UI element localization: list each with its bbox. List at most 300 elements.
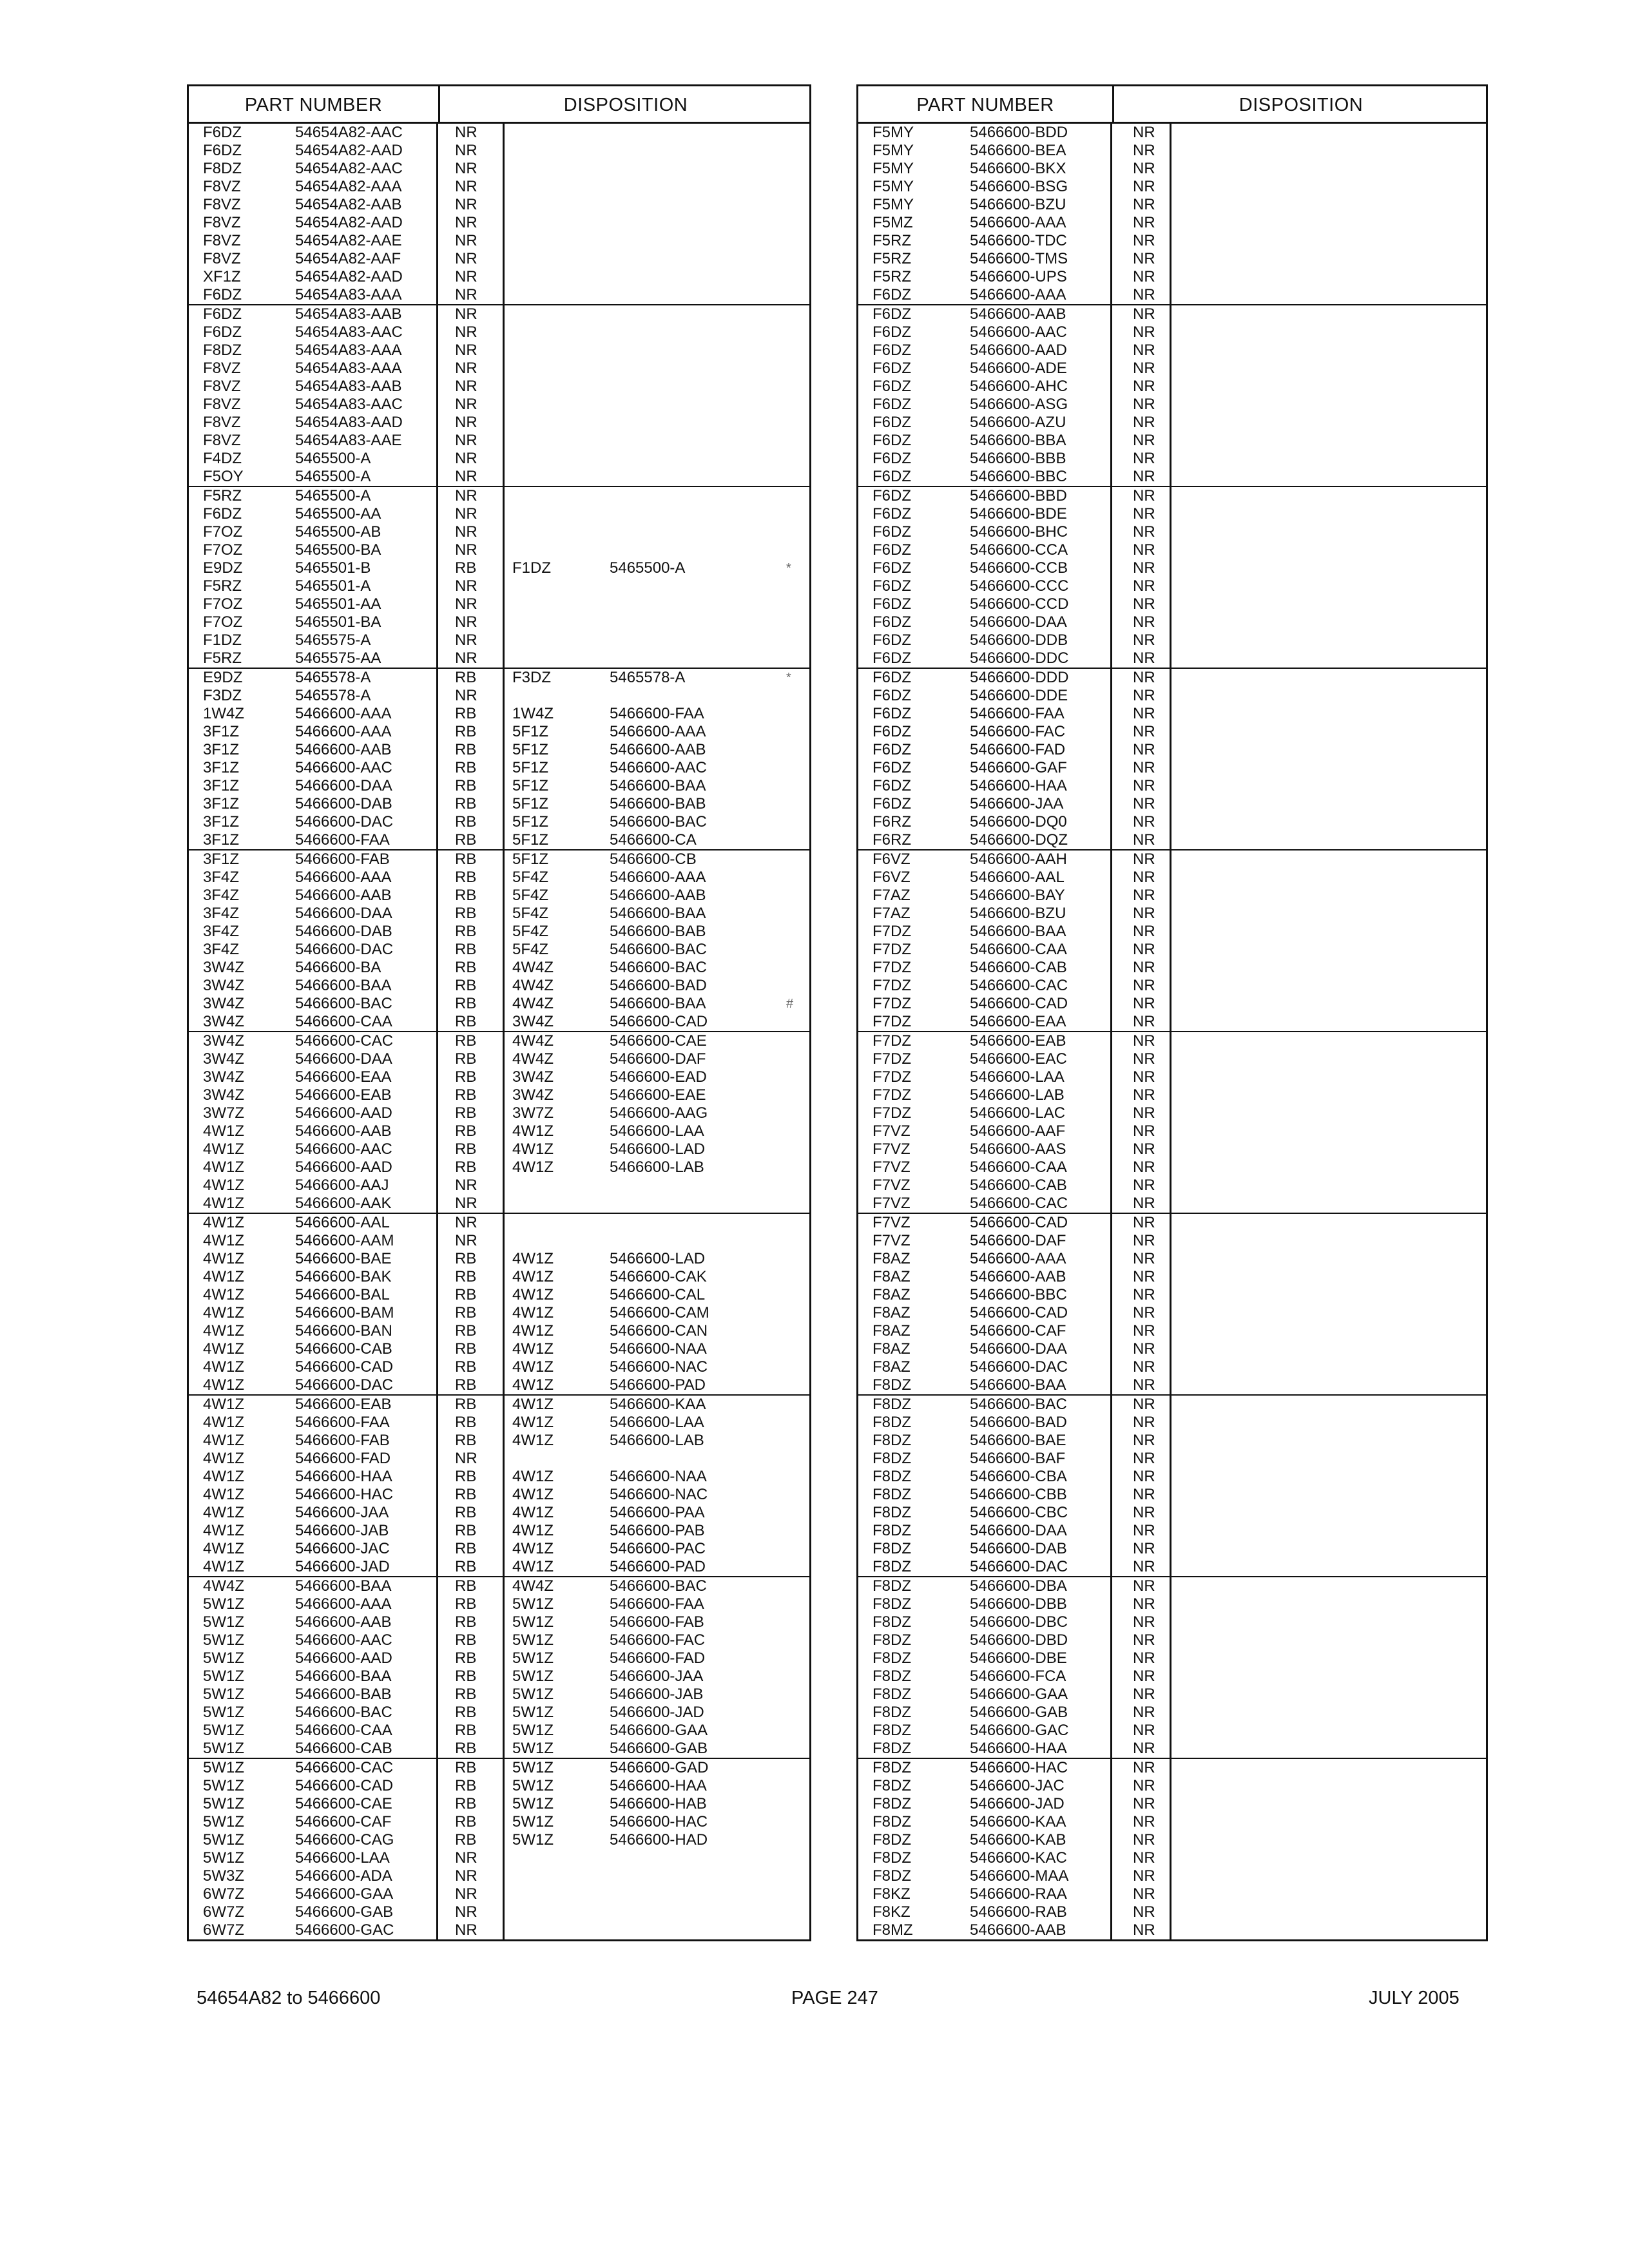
disposition-code: NR [1133, 1704, 1155, 1721]
part-number: 5466600-BZU [970, 196, 1066, 213]
table-row [189, 1613, 809, 1631]
replacement-part-number: 5466600-NAA [610, 1468, 707, 1485]
table-row [189, 196, 809, 214]
table-row [858, 1340, 1486, 1358]
model-code: F5RZ [203, 487, 242, 505]
part-number: 5466600-DAA [970, 1340, 1067, 1358]
table-row [858, 813, 1486, 831]
model-code: F6DZ [872, 341, 911, 359]
model-code: F6DZ [872, 432, 911, 449]
replacement-part-number: 5466600-PAD [610, 1376, 706, 1394]
replacement-model-code: 5F1Z [512, 795, 549, 812]
part-number: 5466600-DAA [970, 613, 1067, 631]
table-row [189, 1504, 809, 1522]
model-code: 6W7Z [203, 1885, 245, 1903]
replacement-model-code: 4W1Z [512, 1522, 554, 1539]
model-code: 4W1Z [203, 1376, 245, 1394]
disposition-code: RB [455, 1158, 477, 1176]
part-number: 5466600-BBC [970, 1286, 1067, 1303]
part-number: 5466600-EAA [970, 1013, 1066, 1030]
model-code: F7DZ [872, 1068, 911, 1086]
part-number: 54654A83-AAA [295, 360, 402, 377]
model-code: F6DZ [872, 595, 911, 613]
model-code: F6DZ [203, 124, 242, 141]
disposition-code: NR [455, 1885, 477, 1903]
replacement-model-code: 3W4Z [512, 1068, 554, 1086]
part-number: 5466600-BBA [970, 432, 1066, 449]
row-group [858, 1759, 1486, 1939]
part-number: 54654A82-AAF [295, 250, 401, 267]
table-row [858, 1558, 1486, 1576]
part-number: 5466600-GAA [970, 1686, 1068, 1703]
model-code: F7VZ [872, 1195, 911, 1212]
part-number: 5466600-AAA [970, 1250, 1066, 1267]
model-code: F7DZ [872, 1013, 911, 1030]
table-row [858, 323, 1486, 341]
part-number: 54654A83-AAC [295, 323, 403, 341]
part-number: 5465578-A [295, 687, 371, 704]
table-row [189, 124, 809, 142]
table-row [858, 631, 1486, 649]
part-number: 5465500-A [295, 487, 371, 505]
table-row [189, 1686, 809, 1704]
part-number: 5466600-CAA [295, 1722, 392, 1739]
model-code: 3W7Z [203, 1104, 245, 1122]
part-number: 5466600-AAB [295, 887, 392, 904]
part-number: 5466600-DDC [970, 649, 1069, 667]
replacement-part-number: 5466600-NAA [610, 1340, 707, 1358]
disposition-code: RB [455, 1414, 477, 1431]
model-code: F8DZ [203, 160, 242, 177]
part-number: 54654A82-AAD [295, 142, 403, 159]
part-number: 54654A82-AAE [295, 232, 402, 249]
row-group [858, 1214, 1486, 1396]
table-row [858, 1631, 1486, 1649]
model-code: F6DZ [872, 559, 911, 577]
disposition-code: NR [1133, 795, 1155, 812]
part-number: 5466600-AAB [970, 305, 1066, 323]
table-body-left [189, 124, 809, 1939]
disposition-code: NR [455, 631, 477, 649]
disposition-code: NR [1133, 1522, 1155, 1539]
replacement-part-number: 5466600-LAB [610, 1432, 704, 1449]
disposition-code: RB [455, 559, 477, 577]
table-row [189, 1158, 809, 1177]
replacement-part-number: 5466600-AAG [610, 1104, 708, 1122]
part-number: 5466600-DAF [970, 1232, 1066, 1249]
part-number: 5466600-AAK [295, 1195, 392, 1212]
table-row [189, 831, 809, 849]
table-row [858, 850, 1486, 869]
disposition-code: NR [1133, 124, 1155, 141]
row-group [189, 1759, 809, 1939]
table-row [858, 1195, 1486, 1213]
disposition-code: NR [1133, 759, 1155, 776]
table-row [858, 341, 1486, 360]
table-row [858, 1322, 1486, 1340]
replacement-part-number: 5465578-A [610, 669, 686, 686]
replacement-model-code: 5F4Z [512, 923, 549, 940]
part-number: 5466600-CAC [970, 977, 1068, 994]
part-number: 5466600-GAC [295, 1921, 394, 1939]
table-row [858, 1050, 1486, 1068]
table-row [858, 669, 1486, 687]
table-row [858, 360, 1486, 378]
disposition-code: RB [455, 1649, 477, 1667]
replacement-model-code: 4W1Z [512, 1322, 554, 1340]
part-number: 5466600-AAC [295, 1631, 392, 1649]
table-row [189, 1921, 809, 1939]
part-number: 5466600-CCB [970, 559, 1068, 577]
disposition-code: RB [455, 1704, 477, 1721]
part-number: 5466600-BAN [295, 1322, 392, 1340]
disposition-code: NR [1133, 341, 1155, 359]
disposition-code: RB [455, 813, 477, 831]
part-number: 5466600-DAC [970, 1358, 1068, 1376]
part-number: 54654A82-AAC [295, 124, 403, 141]
table-row [189, 687, 809, 705]
model-code: F5MY [872, 142, 914, 159]
model-code: 5W1Z [203, 1613, 245, 1631]
disposition-code: NR [1133, 196, 1155, 213]
footer-part-range: 54654A82 to 5466600 [197, 1988, 381, 2008]
table-row [858, 795, 1486, 813]
part-number: 5466600-DQ0 [970, 813, 1067, 831]
model-code: 5W1Z [203, 1831, 245, 1849]
replacement-part-number: 5466600-BAC [610, 941, 707, 958]
model-code: F8DZ [872, 1704, 911, 1721]
row-group [189, 1577, 809, 1759]
model-code: F7DZ [872, 1032, 911, 1050]
table-row [858, 1286, 1486, 1304]
disposition-code: NR [1133, 723, 1155, 740]
replacement-model-code: 5W1Z [512, 1831, 554, 1849]
part-number: 54654A82-AAD [295, 214, 403, 231]
replacement-part-number: 5466600-NAC [610, 1358, 708, 1376]
disposition-code: NR [455, 613, 477, 631]
model-code: 4W1Z [203, 1486, 245, 1503]
table-row [189, 1885, 809, 1903]
disposition-code: NR [1133, 1577, 1155, 1595]
table-row [858, 1795, 1486, 1813]
replacement-part-number: 5466600-BAD [610, 977, 707, 994]
disposition-code: NR [455, 1903, 477, 1921]
replacement-part-number: 5466600-BAA [610, 777, 706, 794]
table-row [858, 1613, 1486, 1631]
table-row [858, 869, 1486, 887]
model-code: 3F1Z [203, 759, 240, 776]
table-row [189, 1740, 809, 1758]
disposition-code: NR [1133, 432, 1155, 449]
table-row [189, 995, 809, 1013]
part-number: 5466600-KAA [970, 1813, 1066, 1831]
table-row [189, 487, 809, 505]
replacement-part-number: 5466600-FAB [610, 1613, 704, 1631]
part-number: 5466600-AAC [295, 1140, 392, 1158]
disposition-code: NR [1133, 995, 1155, 1012]
disposition-code: NR [1133, 813, 1155, 831]
model-code: F6DZ [872, 541, 911, 559]
disposition-code: NR [455, 487, 477, 505]
disposition-code: NR [1133, 941, 1155, 958]
part-number: 5466600-HAC [970, 1759, 1068, 1776]
model-code: F8AZ [872, 1322, 911, 1340]
part-number: 5465575-AA [295, 649, 381, 667]
replacement-part-number: 5466600-FAC [610, 1631, 706, 1649]
replacement-model-code: 4W1Z [512, 1250, 554, 1267]
table-row [858, 613, 1486, 631]
disposition-code: RB [455, 923, 477, 940]
disposition-code: RB [455, 869, 477, 886]
disposition-code: NR [455, 1867, 477, 1885]
part-number: 5465578-A [295, 669, 371, 686]
model-code: F7AZ [872, 887, 911, 904]
model-code: F5RZ [203, 649, 242, 667]
model-code: F8DZ [872, 1722, 911, 1739]
model-code: 4W1Z [203, 1358, 245, 1376]
part-number: 5466600-KAB [970, 1831, 1066, 1849]
model-code: F6DZ [872, 505, 911, 523]
disposition-code: NR [455, 523, 477, 541]
disposition-code: NR [1133, 1759, 1155, 1776]
part-number: 5466600-TDC [970, 232, 1067, 249]
part-number: 5466600-DBE [970, 1649, 1067, 1667]
model-code: 5W1Z [203, 1722, 245, 1739]
table-row [858, 1486, 1486, 1504]
table-row [189, 705, 809, 723]
disposition-code: NR [1133, 1631, 1155, 1649]
model-code: F8VZ [203, 432, 241, 449]
disposition-header: DISPOSITION [1112, 86, 1488, 122]
disposition-code: NR [455, 541, 477, 559]
part-number: 5466600-BAD [970, 1414, 1067, 1431]
replacement-part-number: 5466600-BAB [610, 923, 706, 940]
row-group [858, 669, 1486, 850]
model-code: 4W1Z [203, 1250, 245, 1267]
table-row [189, 541, 809, 559]
table-row [189, 905, 809, 923]
disposition-code: RB [455, 1686, 477, 1703]
model-code: F7AZ [872, 905, 911, 922]
disposition-code: RB [455, 1340, 477, 1358]
replacement-part-number: 5465500-A [610, 559, 686, 577]
model-code: 4W1Z [203, 1232, 245, 1249]
table-row [189, 1450, 809, 1468]
disposition-code: NR [1133, 1813, 1155, 1831]
model-code: 5W1Z [203, 1667, 245, 1685]
part-number: 5466600-AAL [295, 1214, 390, 1231]
part-number: 5466600-DAC [295, 813, 394, 831]
table-row [858, 142, 1486, 160]
disposition-code: NR [1133, 1396, 1155, 1413]
disposition-code: NR [1133, 1468, 1155, 1485]
replacement-part-number: 5466600-FAA [610, 1595, 704, 1613]
table-row [189, 631, 809, 649]
part-number: 5466600-CAD [970, 1304, 1068, 1321]
model-code: F3DZ [203, 687, 242, 704]
disposition-code: NR [1133, 577, 1155, 595]
part-number: 5465500-BA [295, 541, 381, 559]
part-number: 5466600-AAH [970, 850, 1067, 868]
disposition-code: RB [455, 1813, 477, 1831]
model-code: 4W1Z [203, 1396, 245, 1413]
disposition-code: NR [1133, 1613, 1155, 1631]
table-row [189, 1414, 809, 1432]
replacement-model-code: 4W4Z [512, 1032, 554, 1050]
model-code: 3W4Z [203, 959, 245, 976]
table-row [189, 1122, 809, 1140]
model-code: 3F4Z [203, 905, 240, 922]
disposition-code: RB [455, 1759, 477, 1776]
part-number: 5466600-AAF [970, 1122, 1066, 1140]
disposition-code: NR [1133, 1504, 1155, 1521]
table-row [189, 1177, 809, 1195]
part-number: 5466600-AAD [970, 341, 1067, 359]
table-row [858, 1104, 1486, 1122]
table-row [189, 577, 809, 595]
table-row [189, 923, 809, 941]
table-row [189, 1631, 809, 1649]
model-code: F7OZ [203, 595, 243, 613]
table-row [858, 595, 1486, 613]
part-number: 5466600-CAF [295, 1813, 392, 1831]
disposition-code: NR [455, 577, 477, 595]
disposition-code: NR [1133, 1486, 1155, 1503]
disposition-code: NR [1133, 268, 1155, 285]
replacement-model-code: 5F4Z [512, 905, 549, 922]
part-number: 5466600-BDD [970, 124, 1068, 141]
replacement-part-number: 5466600-HAC [610, 1813, 708, 1831]
disposition-code: RB [455, 741, 477, 758]
replacement-model-code: 5W1Z [512, 1595, 554, 1613]
part-number: 5465500-AB [295, 523, 381, 541]
disposition-code: RB [455, 1358, 477, 1376]
model-code: F5MY [872, 160, 914, 177]
replacement-model-code: 5W1Z [512, 1613, 554, 1631]
model-code: 5W1Z [203, 1849, 245, 1867]
part-number: 54654A82-AAC [295, 160, 403, 177]
model-code: F7VZ [872, 1232, 911, 1249]
replacement-model-code: 5W1Z [512, 1631, 554, 1649]
table-row [189, 869, 809, 887]
part-number: 5466600-BSG [970, 178, 1068, 195]
disposition-code: NR [1133, 1250, 1155, 1267]
part-number: 5466600-CCA [970, 541, 1068, 559]
part-number: 54654A83-AAD [295, 414, 403, 431]
disposition-code: RB [455, 831, 477, 849]
part-number: 5466600-DAC [970, 1558, 1068, 1575]
replacement-model-code: 4W1Z [512, 1558, 554, 1575]
replacement-model-code: 3W4Z [512, 1013, 554, 1030]
part-number: 5466600-BAE [970, 1432, 1066, 1449]
model-code: F8DZ [872, 1759, 911, 1776]
model-code: F8AZ [872, 1358, 911, 1376]
disposition-code: NR [455, 1214, 477, 1231]
part-number: 5466600-AAB [295, 1122, 392, 1140]
replacement-part-number: 5466600-HAD [610, 1831, 708, 1849]
table-row [858, 577, 1486, 595]
part-number: 5466600-AAA [970, 286, 1066, 303]
table-row [189, 813, 809, 831]
disposition-code: NR [455, 468, 477, 485]
disposition-code: NR [1133, 905, 1155, 922]
model-code: F8VZ [203, 196, 241, 213]
part-number: 5466600-GAB [295, 1903, 394, 1921]
part-number: 5466600-AAC [970, 323, 1067, 341]
part-number: 5466600-FAB [295, 850, 390, 868]
table-row [189, 450, 809, 468]
model-code: F7OZ [203, 541, 243, 559]
row-group [858, 850, 1486, 1032]
part-number: 54654A83-AAB [295, 305, 402, 323]
replacement-part-number: 5466600-BAC [610, 1577, 707, 1595]
model-code: F8DZ [872, 1376, 911, 1394]
part-number: 5466600-GAB [970, 1704, 1068, 1721]
model-code: 3W4Z [203, 1050, 245, 1068]
model-code: F8AZ [872, 1340, 911, 1358]
part-number: 5466600-CAD [970, 995, 1068, 1012]
replacement-part-number: 5466600-GAA [610, 1722, 708, 1739]
disposition-code: NR [455, 649, 477, 667]
replacement-part-number: 5466600-EAD [610, 1068, 707, 1086]
disposition-code: NR [1133, 1595, 1155, 1613]
replacement-model-code: 4W4Z [512, 1577, 554, 1595]
table-row [189, 1903, 809, 1921]
part-number: 5466600-BHC [970, 523, 1068, 541]
part-number: 5466600-AAD [295, 1104, 392, 1122]
table-row [858, 432, 1486, 450]
disposition-code: RB [455, 1468, 477, 1485]
part-number: 5466600-AAL [970, 869, 1065, 886]
model-code: 5W1Z [203, 1649, 245, 1667]
part-number: 5466600-CAC [295, 1032, 394, 1050]
part-number: 5466600-CAA [295, 1013, 392, 1030]
disposition-code: NR [1133, 1177, 1155, 1194]
model-code: F6DZ [203, 305, 242, 323]
disposition-code: NR [455, 687, 477, 704]
model-code: F7VZ [872, 1140, 911, 1158]
model-code: 5W1Z [203, 1704, 245, 1721]
disposition-code: NR [1133, 1032, 1155, 1050]
table-row [189, 1214, 809, 1232]
table-row [189, 669, 809, 687]
part-number: 5466600-AAM [295, 1232, 394, 1249]
table-row [189, 268, 809, 286]
table-row [858, 1831, 1486, 1849]
model-code: F6DZ [872, 795, 911, 812]
model-code: 4W1Z [203, 1322, 245, 1340]
table-row [858, 1867, 1486, 1885]
table-row [189, 1831, 809, 1849]
part-number-header: PART NUMBER [916, 95, 1054, 115]
model-code: F8DZ [872, 1740, 911, 1757]
model-code: F1DZ [203, 631, 242, 649]
part-number: 5466600-CAD [295, 1777, 394, 1794]
model-code: 5W1Z [203, 1795, 245, 1812]
part-number: 5466600-AAA [295, 1595, 392, 1613]
disposition-code: RB [455, 1032, 477, 1050]
table-row [858, 541, 1486, 559]
replacement-model-code: 3W7Z [512, 1104, 554, 1122]
disposition-code: NR [455, 595, 477, 613]
disposition-code: NR [1133, 1558, 1155, 1575]
disposition-code: NR [1133, 305, 1155, 323]
disposition-code: NR [1133, 1795, 1155, 1812]
part-number: 5466600-LAC [970, 1104, 1066, 1122]
row-group [189, 1032, 809, 1214]
table-row [858, 1358, 1486, 1376]
row-group [858, 305, 1486, 487]
